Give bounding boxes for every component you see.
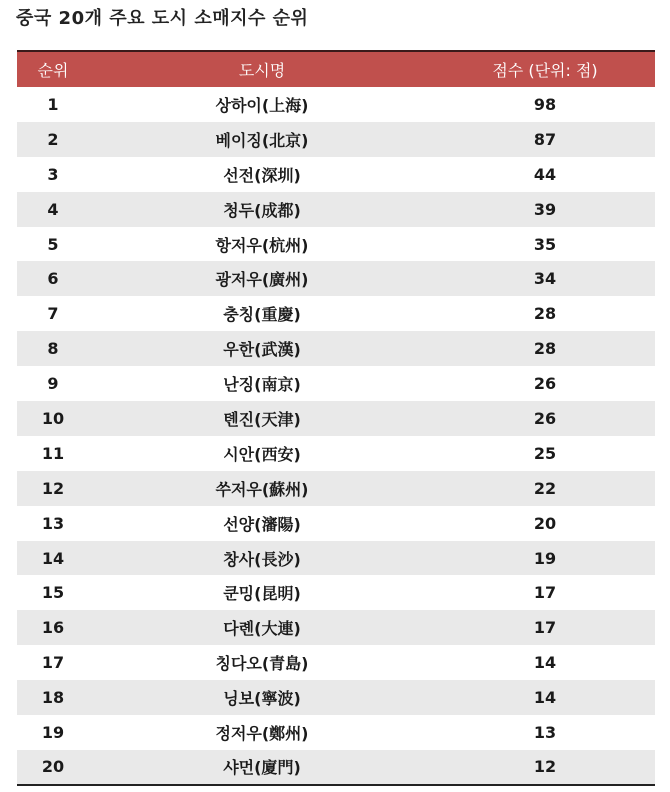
rank-cell: 2 bbox=[17, 122, 89, 157]
city-cell: 난징(南京) bbox=[223, 375, 301, 395]
rank-cell: 3 bbox=[47, 164, 59, 184]
city-cell: 상하이(上海) bbox=[215, 95, 309, 115]
city-cell: 충칭(重慶) bbox=[223, 305, 301, 325]
rank-cell: 15 bbox=[41, 583, 65, 603]
city-cell: 정저우(鄭州) bbox=[215, 723, 309, 743]
rank-cell: 9 bbox=[47, 374, 59, 394]
table-row bbox=[17, 610, 655, 645]
score-cell: 39 bbox=[435, 192, 655, 227]
rank-cell: 6 bbox=[17, 261, 89, 296]
table-row bbox=[17, 331, 655, 366]
table-row bbox=[17, 227, 655, 262]
city-cell: 우한(武漢) bbox=[89, 331, 435, 366]
table-row bbox=[17, 541, 655, 576]
column-header-score: 점수 (단위: 점) bbox=[435, 51, 655, 87]
city-cell: 광저우(廣州) bbox=[89, 261, 435, 296]
city-cell: 칭다오(青島) bbox=[215, 654, 309, 674]
rank-cell: 20 bbox=[17, 750, 89, 785]
table-row bbox=[17, 680, 655, 715]
city-cell: 샤먼(廈門) bbox=[89, 750, 435, 785]
score-cell: 20 bbox=[533, 513, 557, 533]
rank-cell: 17 bbox=[41, 653, 65, 673]
ranking-table-container bbox=[17, 50, 655, 786]
rank-cell: 7 bbox=[47, 304, 59, 324]
score-cell: 22 bbox=[435, 471, 655, 506]
table-row bbox=[17, 157, 655, 192]
table-row bbox=[17, 575, 655, 610]
rank-cell: 19 bbox=[41, 722, 65, 742]
score-cell: 26 bbox=[435, 401, 655, 436]
score-cell: 35 bbox=[533, 234, 557, 254]
table-row bbox=[17, 506, 655, 541]
score-cell: 19 bbox=[435, 541, 655, 576]
score-cell: 12 bbox=[435, 750, 655, 785]
city-cell: 베이징(北京) bbox=[89, 122, 435, 157]
table-row bbox=[17, 401, 655, 436]
score-cell: 87 bbox=[435, 122, 655, 157]
city-cell: 항저우(杭州) bbox=[215, 235, 309, 255]
table-header-row bbox=[17, 51, 655, 87]
table-row bbox=[17, 122, 655, 157]
ranking-table bbox=[17, 50, 655, 786]
city-cell: 쑤저우(蘇州) bbox=[89, 471, 435, 506]
table-body bbox=[17, 87, 655, 785]
rank-cell: 14 bbox=[17, 541, 89, 576]
table-row bbox=[17, 366, 655, 401]
column-header-city: 도시명 bbox=[89, 51, 435, 87]
table-row bbox=[17, 750, 655, 785]
score-cell: 13 bbox=[533, 722, 557, 742]
table-row bbox=[17, 436, 655, 471]
table-header bbox=[17, 51, 655, 87]
table-row bbox=[17, 192, 655, 227]
column-header-rank: 순위 bbox=[17, 51, 89, 87]
city-cell: 선전(深圳) bbox=[223, 165, 301, 185]
rank-cell: 4 bbox=[17, 192, 89, 227]
city-cell: 톈진(天津) bbox=[89, 401, 435, 436]
table-row bbox=[17, 471, 655, 506]
city-cell: 창사(長沙) bbox=[89, 541, 435, 576]
city-cell: 닝보(寧波) bbox=[89, 680, 435, 715]
rank-cell: 13 bbox=[41, 513, 65, 533]
city-cell: 다롄(大連) bbox=[89, 610, 435, 645]
rank-cell: 8 bbox=[17, 331, 89, 366]
table-row bbox=[17, 296, 655, 331]
score-cell: 17 bbox=[533, 583, 557, 603]
rank-cell: 1 bbox=[47, 94, 59, 114]
score-cell: 25 bbox=[533, 443, 557, 463]
rank-cell: 5 bbox=[47, 234, 59, 254]
page-title: 중국 20개 주요 도시 소매지수 순위 bbox=[16, 8, 309, 29]
score-cell: 44 bbox=[533, 164, 557, 184]
rank-cell: 18 bbox=[17, 680, 89, 715]
rank-cell: 12 bbox=[17, 471, 89, 506]
rank-cell: 10 bbox=[17, 401, 89, 436]
score-cell: 34 bbox=[435, 261, 655, 296]
score-cell: 98 bbox=[533, 94, 557, 114]
table-row bbox=[17, 87, 655, 122]
city-cell: 시안(西安) bbox=[223, 444, 301, 464]
score-cell: 14 bbox=[533, 653, 557, 673]
city-cell: 청두(成都) bbox=[89, 192, 435, 227]
score-cell: 17 bbox=[435, 610, 655, 645]
table-row bbox=[17, 715, 655, 750]
table-row bbox=[17, 645, 655, 680]
rank-cell: 11 bbox=[41, 443, 65, 463]
city-cell: 쿤밍(昆明) bbox=[223, 584, 301, 604]
rank-cell: 16 bbox=[17, 610, 89, 645]
score-cell: 14 bbox=[435, 680, 655, 715]
score-cell: 28 bbox=[435, 331, 655, 366]
city-cell: 선양(瀋陽) bbox=[223, 514, 301, 534]
table-row bbox=[17, 261, 655, 296]
score-cell: 28 bbox=[533, 304, 557, 324]
score-cell: 26 bbox=[533, 374, 557, 394]
